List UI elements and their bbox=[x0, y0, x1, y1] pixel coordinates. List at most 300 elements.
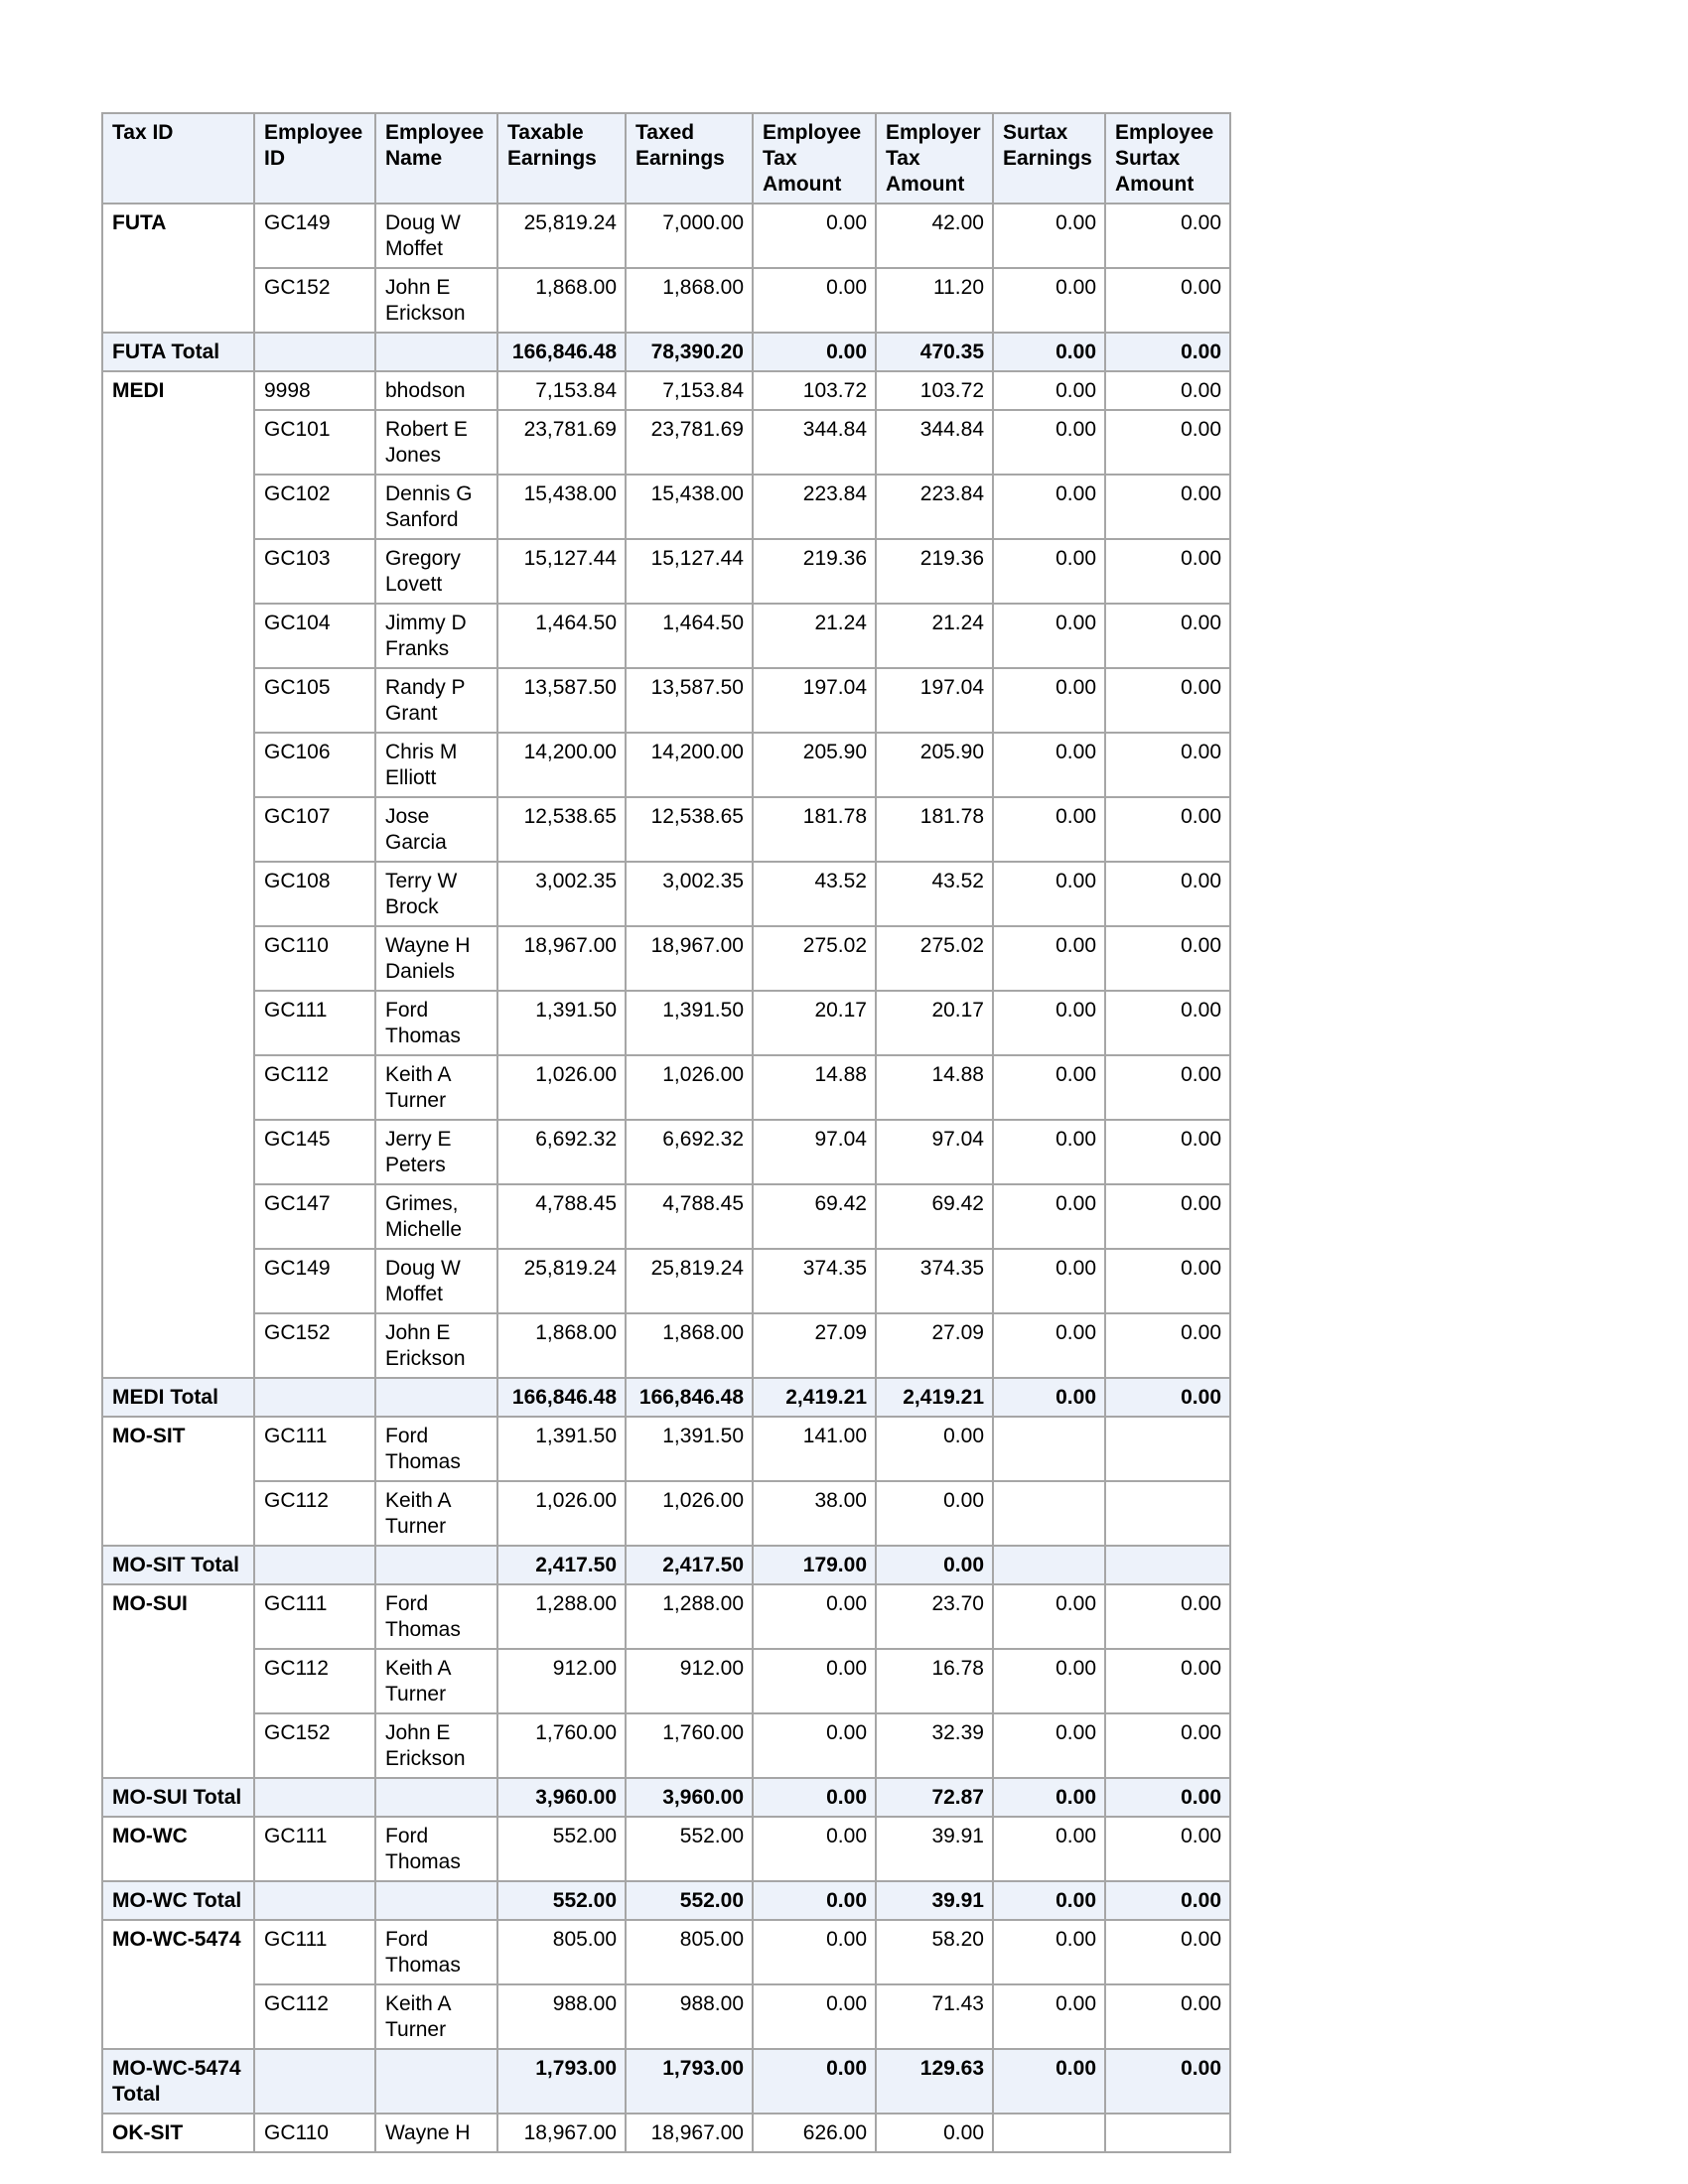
employer-tax-cell: 0.00 bbox=[876, 2114, 993, 2152]
surtax-earnings-cell: 0.00 bbox=[993, 1249, 1105, 1313]
employee-surtax-cell: 0.00 bbox=[1105, 1984, 1230, 2049]
table-row bbox=[102, 539, 1230, 604]
employee-name-cell: John E Erickson bbox=[375, 268, 497, 333]
taxed-earnings-cell: 14,200.00 bbox=[626, 733, 753, 797]
employer-tax-cell: 205.90 bbox=[876, 733, 993, 797]
employee-name-cell: John E Erickson bbox=[375, 1713, 497, 1778]
taxed-earnings-cell: 1,868.00 bbox=[626, 268, 753, 333]
employer-tax-cell: 69.42 bbox=[876, 1184, 993, 1249]
taxable-earnings-cell: 15,438.00 bbox=[497, 475, 626, 539]
taxed-earnings-cell: 12,538.65 bbox=[626, 797, 753, 862]
taxed-earnings-cell: 7,000.00 bbox=[626, 204, 753, 268]
tax-id-cell: MO-WC-5474 bbox=[102, 1920, 254, 2049]
total-value-cell: 3,960.00 bbox=[626, 1778, 753, 1817]
employee-tax-cell: 344.84 bbox=[753, 410, 876, 475]
employee-name-cell: Randy P Grant bbox=[375, 668, 497, 733]
employer-tax-cell: 20.17 bbox=[876, 991, 993, 1055]
employee-tax-cell: 0.00 bbox=[753, 1984, 876, 2049]
employer-tax-cell: 219.36 bbox=[876, 539, 993, 604]
table-row bbox=[102, 371, 1230, 410]
employee-surtax-cell bbox=[1105, 1481, 1230, 1546]
employee-tax-cell: 20.17 bbox=[753, 991, 876, 1055]
surtax-earnings-cell bbox=[993, 2114, 1105, 2152]
employee-id-cell: GC105 bbox=[254, 668, 375, 733]
employer-tax-cell: 32.39 bbox=[876, 1713, 993, 1778]
employee-surtax-cell: 0.00 bbox=[1105, 1817, 1230, 1881]
table-row bbox=[102, 1713, 1230, 1778]
empty-cell bbox=[375, 1881, 497, 1920]
table-row bbox=[102, 410, 1230, 475]
total-value-cell: 3,960.00 bbox=[497, 1778, 626, 1817]
employee-tax-cell: 21.24 bbox=[753, 604, 876, 668]
employer-tax-cell: 58.20 bbox=[876, 1920, 993, 1984]
total-value-cell: 72.87 bbox=[876, 1778, 993, 1817]
employee-surtax-cell: 0.00 bbox=[1105, 604, 1230, 668]
total-value-cell: 0.00 bbox=[876, 1546, 993, 1584]
total-value-cell bbox=[993, 1546, 1105, 1584]
taxed-earnings-cell: 1,026.00 bbox=[626, 1481, 753, 1546]
total-value-cell: 0.00 bbox=[1105, 1881, 1230, 1920]
taxed-earnings-cell: 552.00 bbox=[626, 1817, 753, 1881]
employee-surtax-cell: 0.00 bbox=[1105, 991, 1230, 1055]
total-value-cell: 470.35 bbox=[876, 333, 993, 371]
employee-tax-cell: 38.00 bbox=[753, 1481, 876, 1546]
total-value-cell: 0.00 bbox=[753, 2049, 876, 2114]
employee-name-cell: Dennis G Sanford bbox=[375, 475, 497, 539]
employee-surtax-cell: 0.00 bbox=[1105, 1920, 1230, 1984]
taxed-earnings-cell: 15,438.00 bbox=[626, 475, 753, 539]
taxed-earnings-cell: 912.00 bbox=[626, 1649, 753, 1713]
employee-surtax-cell: 0.00 bbox=[1105, 1313, 1230, 1378]
table-row bbox=[102, 991, 1230, 1055]
table-row bbox=[102, 1313, 1230, 1378]
taxed-earnings-cell: 13,587.50 bbox=[626, 668, 753, 733]
employer-tax-cell: 42.00 bbox=[876, 204, 993, 268]
taxed-earnings-cell: 1,288.00 bbox=[626, 1584, 753, 1649]
col-header-employee-surtax-amount: Employee Surtax Amount bbox=[1105, 113, 1230, 204]
employee-name-cell: Grimes, Michelle bbox=[375, 1184, 497, 1249]
employee-id-cell: GC152 bbox=[254, 1713, 375, 1778]
employee-surtax-cell: 0.00 bbox=[1105, 475, 1230, 539]
taxed-earnings-cell: 805.00 bbox=[626, 1920, 753, 1984]
col-header-surtax-earnings: Surtax Earnings bbox=[993, 113, 1105, 204]
taxable-earnings-cell: 15,127.44 bbox=[497, 539, 626, 604]
col-header-taxable-earnings: Taxable Earnings bbox=[497, 113, 626, 204]
employee-tax-cell: 181.78 bbox=[753, 797, 876, 862]
employee-surtax-cell: 0.00 bbox=[1105, 926, 1230, 991]
taxed-earnings-cell: 18,967.00 bbox=[626, 926, 753, 991]
employee-tax-cell: 219.36 bbox=[753, 539, 876, 604]
surtax-earnings-cell: 0.00 bbox=[993, 1984, 1105, 2049]
total-value-cell: 0.00 bbox=[993, 2049, 1105, 2114]
employer-tax-cell: 223.84 bbox=[876, 475, 993, 539]
surtax-earnings-cell: 0.00 bbox=[993, 1920, 1105, 1984]
total-value-cell: 0.00 bbox=[753, 333, 876, 371]
surtax-earnings-cell: 0.00 bbox=[993, 1649, 1105, 1713]
employee-tax-cell: 223.84 bbox=[753, 475, 876, 539]
employee-tax-cell: 0.00 bbox=[753, 204, 876, 268]
employee-name-cell: Jerry E Peters bbox=[375, 1120, 497, 1184]
table-row bbox=[102, 604, 1230, 668]
table-row bbox=[102, 1249, 1230, 1313]
table-row bbox=[102, 1984, 1230, 2049]
tax-report-table bbox=[101, 112, 1231, 2153]
employee-name-cell: Chris M Elliott bbox=[375, 733, 497, 797]
employee-tax-cell: 27.09 bbox=[753, 1313, 876, 1378]
employee-tax-cell: 0.00 bbox=[753, 1713, 876, 1778]
surtax-earnings-cell: 0.00 bbox=[993, 1584, 1105, 1649]
tax-id-cell: MEDI bbox=[102, 371, 254, 1378]
employee-surtax-cell: 0.00 bbox=[1105, 862, 1230, 926]
taxed-earnings-cell: 7,153.84 bbox=[626, 371, 753, 410]
empty-cell bbox=[254, 1378, 375, 1417]
employer-tax-cell: 103.72 bbox=[876, 371, 993, 410]
total-label: MEDI Total bbox=[102, 1378, 254, 1417]
surtax-earnings-cell: 0.00 bbox=[993, 733, 1105, 797]
employee-surtax-cell bbox=[1105, 2114, 1230, 2152]
employee-id-cell: GC108 bbox=[254, 862, 375, 926]
taxable-earnings-cell: 1,391.50 bbox=[497, 1417, 626, 1481]
empty-cell bbox=[254, 1881, 375, 1920]
empty-cell bbox=[254, 2049, 375, 2114]
taxable-earnings-cell: 988.00 bbox=[497, 1984, 626, 2049]
taxed-earnings-cell: 3,002.35 bbox=[626, 862, 753, 926]
employee-name-cell: Jimmy D Franks bbox=[375, 604, 497, 668]
table-row bbox=[102, 862, 1230, 926]
empty-cell bbox=[254, 333, 375, 371]
employee-id-cell: GC111 bbox=[254, 1584, 375, 1649]
total-value-cell: 2,419.21 bbox=[753, 1378, 876, 1417]
employee-surtax-cell: 0.00 bbox=[1105, 1713, 1230, 1778]
total-row bbox=[102, 1881, 1230, 1920]
employer-tax-cell: 11.20 bbox=[876, 268, 993, 333]
employer-tax-cell: 43.52 bbox=[876, 862, 993, 926]
employee-tax-cell: 374.35 bbox=[753, 1249, 876, 1313]
total-row bbox=[102, 1378, 1230, 1417]
employee-name-cell: bhodson bbox=[375, 371, 497, 410]
employer-tax-cell: 27.09 bbox=[876, 1313, 993, 1378]
table-row bbox=[102, 1920, 1230, 1984]
employee-name-cell: Ford Thomas bbox=[375, 1584, 497, 1649]
taxed-earnings-cell: 6,692.32 bbox=[626, 1120, 753, 1184]
employee-tax-cell: 205.90 bbox=[753, 733, 876, 797]
surtax-earnings-cell bbox=[993, 1417, 1105, 1481]
surtax-earnings-cell: 0.00 bbox=[993, 797, 1105, 862]
employee-tax-cell: 0.00 bbox=[753, 1920, 876, 1984]
employee-surtax-cell: 0.00 bbox=[1105, 410, 1230, 475]
total-row bbox=[102, 2049, 1230, 2114]
empty-cell bbox=[254, 1778, 375, 1817]
employer-tax-cell: 97.04 bbox=[876, 1120, 993, 1184]
employee-surtax-cell: 0.00 bbox=[1105, 668, 1230, 733]
taxable-earnings-cell: 6,692.32 bbox=[497, 1120, 626, 1184]
total-label: MO-WC-5474 Total bbox=[102, 2049, 254, 2114]
employee-id-cell: GC111 bbox=[254, 1417, 375, 1481]
taxable-earnings-cell: 912.00 bbox=[497, 1649, 626, 1713]
employee-name-cell: Gregory Lovett bbox=[375, 539, 497, 604]
col-header-tax-id: Tax ID bbox=[102, 113, 254, 204]
employee-id-cell: GC112 bbox=[254, 1649, 375, 1713]
col-header-taxed-earnings: Taxed Earnings bbox=[626, 113, 753, 204]
table-row bbox=[102, 1817, 1230, 1881]
header-row bbox=[102, 113, 1230, 204]
taxable-earnings-cell: 25,819.24 bbox=[497, 204, 626, 268]
total-value-cell: 166,846.48 bbox=[497, 1378, 626, 1417]
total-value-cell: 2,419.21 bbox=[876, 1378, 993, 1417]
table-row bbox=[102, 268, 1230, 333]
total-value-cell: 552.00 bbox=[497, 1881, 626, 1920]
employer-tax-cell: 275.02 bbox=[876, 926, 993, 991]
employee-id-cell: GC112 bbox=[254, 1984, 375, 2049]
taxed-earnings-cell: 4,788.45 bbox=[626, 1184, 753, 1249]
employer-tax-cell: 344.84 bbox=[876, 410, 993, 475]
total-value-cell: 2,417.50 bbox=[626, 1546, 753, 1584]
employee-tax-cell: 69.42 bbox=[753, 1184, 876, 1249]
tax-id-cell: MO-WC bbox=[102, 1817, 254, 1881]
surtax-earnings-cell: 0.00 bbox=[993, 862, 1105, 926]
taxed-earnings-cell: 1,391.50 bbox=[626, 1417, 753, 1481]
employee-surtax-cell: 0.00 bbox=[1105, 1120, 1230, 1184]
employee-name-cell: Keith A Turner bbox=[375, 1055, 497, 1120]
employee-surtax-cell: 0.00 bbox=[1105, 1249, 1230, 1313]
employee-id-cell: GC102 bbox=[254, 475, 375, 539]
employee-surtax-cell: 0.00 bbox=[1105, 204, 1230, 268]
total-value-cell: 0.00 bbox=[993, 333, 1105, 371]
empty-cell bbox=[254, 1546, 375, 1584]
taxable-earnings-cell: 1,760.00 bbox=[497, 1713, 626, 1778]
employer-tax-cell: 197.04 bbox=[876, 668, 993, 733]
table-row bbox=[102, 1649, 1230, 1713]
employee-tax-cell: 43.52 bbox=[753, 862, 876, 926]
employer-tax-cell: 71.43 bbox=[876, 1984, 993, 2049]
surtax-earnings-cell bbox=[993, 1481, 1105, 1546]
employee-tax-cell: 626.00 bbox=[753, 2114, 876, 2152]
table-row bbox=[102, 733, 1230, 797]
employer-tax-cell: 14.88 bbox=[876, 1055, 993, 1120]
employee-tax-cell: 0.00 bbox=[753, 1817, 876, 1881]
employee-id-cell: GC110 bbox=[254, 2114, 375, 2152]
taxable-earnings-cell: 1,288.00 bbox=[497, 1584, 626, 1649]
employee-id-cell: GC111 bbox=[254, 1920, 375, 1984]
employee-tax-cell: 97.04 bbox=[753, 1120, 876, 1184]
total-label: MO-SIT Total bbox=[102, 1546, 254, 1584]
total-value-cell: 39.91 bbox=[876, 1881, 993, 1920]
employer-tax-cell: 181.78 bbox=[876, 797, 993, 862]
taxed-earnings-cell: 15,127.44 bbox=[626, 539, 753, 604]
taxed-earnings-cell: 1,391.50 bbox=[626, 991, 753, 1055]
employee-surtax-cell: 0.00 bbox=[1105, 371, 1230, 410]
table-row bbox=[102, 1120, 1230, 1184]
empty-cell bbox=[375, 2049, 497, 2114]
employee-surtax-cell: 0.00 bbox=[1105, 539, 1230, 604]
employee-tax-cell: 141.00 bbox=[753, 1417, 876, 1481]
employee-name-cell: Keith A Turner bbox=[375, 1481, 497, 1546]
total-value-cell: 552.00 bbox=[626, 1881, 753, 1920]
taxable-earnings-cell: 1,464.50 bbox=[497, 604, 626, 668]
taxable-earnings-cell: 25,819.24 bbox=[497, 1249, 626, 1313]
taxed-earnings-cell: 1,760.00 bbox=[626, 1713, 753, 1778]
surtax-earnings-cell: 0.00 bbox=[993, 268, 1105, 333]
surtax-earnings-cell: 0.00 bbox=[993, 1184, 1105, 1249]
employee-name-cell: Keith A Turner bbox=[375, 1984, 497, 2049]
empty-cell bbox=[375, 1778, 497, 1817]
employee-surtax-cell: 0.00 bbox=[1105, 733, 1230, 797]
tax-id-cell: MO-SIT bbox=[102, 1417, 254, 1546]
employee-id-cell: GC147 bbox=[254, 1184, 375, 1249]
surtax-earnings-cell: 0.00 bbox=[993, 204, 1105, 268]
taxable-earnings-cell: 23,781.69 bbox=[497, 410, 626, 475]
employer-tax-cell: 0.00 bbox=[876, 1481, 993, 1546]
employer-tax-cell: 39.91 bbox=[876, 1817, 993, 1881]
employee-tax-cell: 0.00 bbox=[753, 268, 876, 333]
employee-id-cell: 9998 bbox=[254, 371, 375, 410]
employee-tax-cell: 103.72 bbox=[753, 371, 876, 410]
empty-cell bbox=[375, 1378, 497, 1417]
employer-tax-cell: 16.78 bbox=[876, 1649, 993, 1713]
employee-surtax-cell: 0.00 bbox=[1105, 1184, 1230, 1249]
employee-id-cell: GC145 bbox=[254, 1120, 375, 1184]
surtax-earnings-cell: 0.00 bbox=[993, 410, 1105, 475]
employee-id-cell: GC152 bbox=[254, 1313, 375, 1378]
total-value-cell bbox=[1105, 1546, 1230, 1584]
tax-id-cell: OK-SIT bbox=[102, 2114, 254, 2152]
employee-name-cell: Ford Thomas bbox=[375, 991, 497, 1055]
surtax-earnings-cell: 0.00 bbox=[993, 371, 1105, 410]
employee-name-cell: Terry W Brock bbox=[375, 862, 497, 926]
taxable-earnings-cell: 18,967.00 bbox=[497, 926, 626, 991]
table-row bbox=[102, 1481, 1230, 1546]
surtax-earnings-cell: 0.00 bbox=[993, 539, 1105, 604]
total-value-cell: 0.00 bbox=[1105, 1778, 1230, 1817]
taxable-earnings-cell: 1,868.00 bbox=[497, 1313, 626, 1378]
taxable-earnings-cell: 1,026.00 bbox=[497, 1055, 626, 1120]
total-value-cell: 166,846.48 bbox=[626, 1378, 753, 1417]
table-row bbox=[102, 797, 1230, 862]
employee-surtax-cell: 0.00 bbox=[1105, 1584, 1230, 1649]
employee-id-cell: GC104 bbox=[254, 604, 375, 668]
total-label: MO-WC Total bbox=[102, 1881, 254, 1920]
employee-id-cell: GC112 bbox=[254, 1481, 375, 1546]
table-row bbox=[102, 1584, 1230, 1649]
employee-name-cell: Doug W Moffet bbox=[375, 204, 497, 268]
total-row bbox=[102, 1546, 1230, 1584]
surtax-earnings-cell: 0.00 bbox=[993, 926, 1105, 991]
employee-surtax-cell: 0.00 bbox=[1105, 797, 1230, 862]
employee-name-cell: Ford Thomas bbox=[375, 1417, 497, 1481]
employee-name-cell: John E Erickson bbox=[375, 1313, 497, 1378]
employee-name-cell: Wayne H bbox=[375, 2114, 497, 2152]
taxable-earnings-cell: 4,788.45 bbox=[497, 1184, 626, 1249]
employee-tax-cell: 14.88 bbox=[753, 1055, 876, 1120]
taxed-earnings-cell: 988.00 bbox=[626, 1984, 753, 2049]
total-value-cell: 1,793.00 bbox=[497, 2049, 626, 2114]
taxed-earnings-cell: 1,026.00 bbox=[626, 1055, 753, 1120]
employee-name-cell: Wayne H Daniels bbox=[375, 926, 497, 991]
employee-id-cell: GC103 bbox=[254, 539, 375, 604]
employer-tax-cell: 21.24 bbox=[876, 604, 993, 668]
employee-name-cell: Ford Thomas bbox=[375, 1920, 497, 1984]
employee-id-cell: GC110 bbox=[254, 926, 375, 991]
surtax-earnings-cell: 0.00 bbox=[993, 1055, 1105, 1120]
employer-tax-cell: 374.35 bbox=[876, 1249, 993, 1313]
table-row bbox=[102, 668, 1230, 733]
surtax-earnings-cell: 0.00 bbox=[993, 991, 1105, 1055]
taxable-earnings-cell: 805.00 bbox=[497, 1920, 626, 1984]
total-label: MO-SUI Total bbox=[102, 1778, 254, 1817]
employee-id-cell: GC149 bbox=[254, 204, 375, 268]
employee-tax-cell: 0.00 bbox=[753, 1584, 876, 1649]
surtax-earnings-cell: 0.00 bbox=[993, 1120, 1105, 1184]
taxable-earnings-cell: 18,967.00 bbox=[497, 2114, 626, 2152]
employee-id-cell: GC111 bbox=[254, 1817, 375, 1881]
total-value-cell: 0.00 bbox=[993, 1881, 1105, 1920]
total-label: FUTA Total bbox=[102, 333, 254, 371]
taxed-earnings-cell: 1,464.50 bbox=[626, 604, 753, 668]
total-value-cell: 1,793.00 bbox=[626, 2049, 753, 2114]
taxable-earnings-cell: 3,002.35 bbox=[497, 862, 626, 926]
table-row bbox=[102, 926, 1230, 991]
total-value-cell: 0.00 bbox=[1105, 1378, 1230, 1417]
tax-id-cell: MO-SUI bbox=[102, 1584, 254, 1778]
col-header-employee-id: Employee ID bbox=[254, 113, 375, 204]
taxed-earnings-cell: 18,967.00 bbox=[626, 2114, 753, 2152]
surtax-earnings-cell: 0.00 bbox=[993, 1817, 1105, 1881]
employee-name-cell: Robert E Jones bbox=[375, 410, 497, 475]
employee-id-cell: GC149 bbox=[254, 1249, 375, 1313]
taxable-earnings-cell: 1,868.00 bbox=[497, 268, 626, 333]
taxed-earnings-cell: 23,781.69 bbox=[626, 410, 753, 475]
total-value-cell: 129.63 bbox=[876, 2049, 993, 2114]
total-row bbox=[102, 1778, 1230, 1817]
total-value-cell: 0.00 bbox=[753, 1881, 876, 1920]
employee-id-cell: GC106 bbox=[254, 733, 375, 797]
total-value-cell: 0.00 bbox=[753, 1778, 876, 1817]
taxable-earnings-cell: 14,200.00 bbox=[497, 733, 626, 797]
employee-id-cell: GC152 bbox=[254, 268, 375, 333]
employee-name-cell: Keith A Turner bbox=[375, 1649, 497, 1713]
surtax-earnings-cell: 0.00 bbox=[993, 1713, 1105, 1778]
total-value-cell: 0.00 bbox=[1105, 333, 1230, 371]
taxable-earnings-cell: 552.00 bbox=[497, 1817, 626, 1881]
employee-name-cell: Ford Thomas bbox=[375, 1817, 497, 1881]
employer-tax-cell: 0.00 bbox=[876, 1417, 993, 1481]
taxable-earnings-cell: 1,391.50 bbox=[497, 991, 626, 1055]
table-row bbox=[102, 204, 1230, 268]
total-value-cell: 0.00 bbox=[1105, 2049, 1230, 2114]
surtax-earnings-cell: 0.00 bbox=[993, 604, 1105, 668]
taxable-earnings-cell: 13,587.50 bbox=[497, 668, 626, 733]
total-value-cell: 166,846.48 bbox=[497, 333, 626, 371]
taxable-earnings-cell: 1,026.00 bbox=[497, 1481, 626, 1546]
total-row bbox=[102, 333, 1230, 371]
employee-id-cell: GC101 bbox=[254, 410, 375, 475]
table-row bbox=[102, 475, 1230, 539]
surtax-earnings-cell: 0.00 bbox=[993, 1313, 1105, 1378]
employee-tax-cell: 0.00 bbox=[753, 1649, 876, 1713]
employee-surtax-cell: 0.00 bbox=[1105, 1055, 1230, 1120]
empty-cell bbox=[375, 333, 497, 371]
col-header-employee-tax-amount: Employee Tax Amount bbox=[753, 113, 876, 204]
employee-tax-cell: 275.02 bbox=[753, 926, 876, 991]
total-value-cell: 78,390.20 bbox=[626, 333, 753, 371]
total-value-cell: 0.00 bbox=[993, 1778, 1105, 1817]
taxed-earnings-cell: 1,868.00 bbox=[626, 1313, 753, 1378]
employee-id-cell: GC107 bbox=[254, 797, 375, 862]
table-row bbox=[102, 1055, 1230, 1120]
col-header-employer-tax-amount: Employer Tax Amount bbox=[876, 113, 993, 204]
employee-surtax-cell: 0.00 bbox=[1105, 268, 1230, 333]
employee-id-cell: GC111 bbox=[254, 991, 375, 1055]
